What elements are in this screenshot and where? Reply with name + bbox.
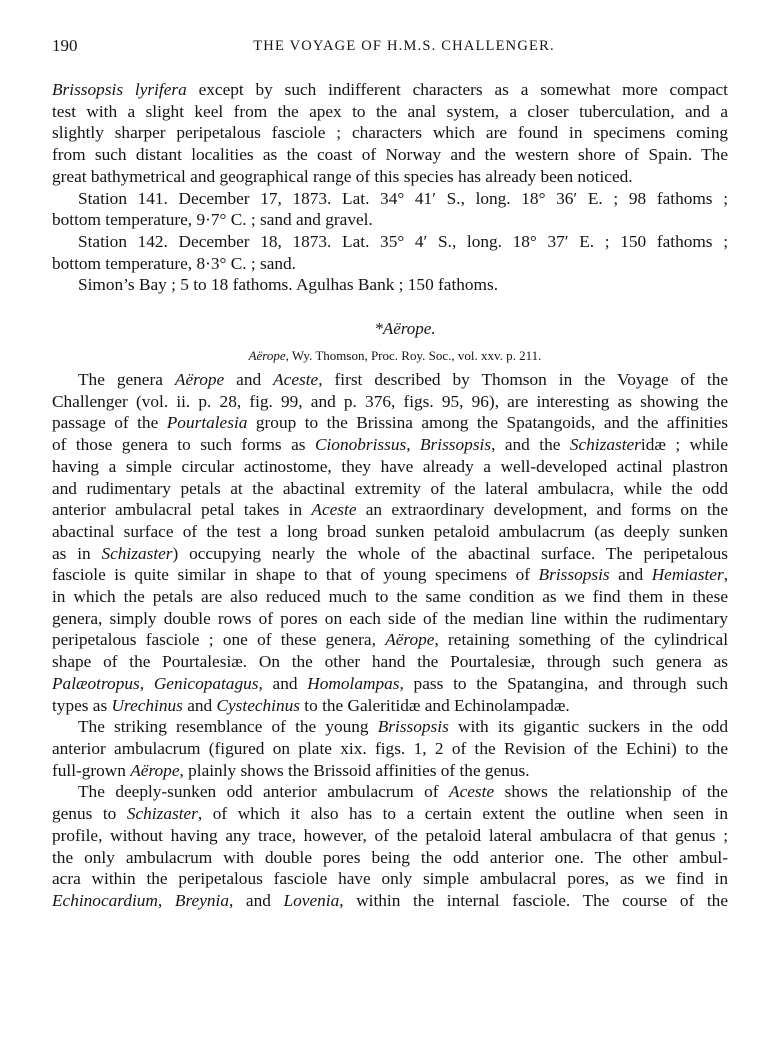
- text-line: The striking resemblance of the young Brissopsis with its gigantic suckers in the odd: [78, 717, 728, 737]
- text-line: having a simple circular actinostome, they have already a well-developed actinal plastron: [52, 456, 728, 476]
- running-title: THE VOYAGE OF H.M.S. CHALLENGER.: [253, 38, 555, 54]
- page-header: [52, 36, 728, 62]
- text-line: full-grown Aërope, plainly shows the Brissoid affinities of the genus.: [52, 760, 530, 780]
- text-line: genera, simply double rows of pores on each side of the median line within the rudimentary: [52, 608, 728, 628]
- simons-bay-record: [52, 274, 728, 296]
- text-line: anterior ambulacrum (figured on plate xix. figs. 1, 2 of the Revision of the Echini) to the: [52, 738, 728, 758]
- text-line: Echinocardium, Breynia, and Lovenia, within the internal fasciole. The course of the: [52, 890, 728, 910]
- text-line: anterior ambulacral petal takes in Aceste an extraordinary development, and forms on the: [52, 500, 728, 520]
- text-line: Station 142. December 18, 1873. Lat. 35° 4′ S., long. 18° 37′ E. ; 150 fathoms ;: [78, 231, 728, 251]
- text-line: slightly sharper peripetalous fasciole ; characters which are found in specimens coming: [52, 123, 728, 143]
- station-141-record: [52, 188, 728, 231]
- text-line: shape of the Pourtalesiæ. On the other hand the Pourtalesiæ, through such genera as: [52, 652, 728, 672]
- paragraph-aceste-ambulacrum: [52, 781, 728, 911]
- text-line: of those genera to such forms as Cionobrissus, Brissopsis, and the Schizasteridæ ; while: [52, 435, 728, 455]
- text-line: bottom temperature, 8·3° C. ; sand.: [52, 253, 296, 273]
- text-line: passage of the Pourtalesia group to the Brissina among the Spatangoids, and the affinities: [52, 413, 728, 433]
- text-line: from such distant localities as the coast of Norway and the western shore of Spain. The: [52, 145, 728, 165]
- text-line: Palæotropus, Genicopatagus, and Homolampas, pass to the Spatangina, and through such: [52, 673, 728, 693]
- text-line: bottom temperature, 9·7° C. ; sand and gravel.: [52, 210, 373, 230]
- text-line: great bathymetrical and geographical range of this species has already been noticed.: [52, 166, 633, 186]
- text-line: The genera Aërope and Aceste, first described by Thomson in the Voyage of the: [78, 370, 728, 390]
- text-line: genus to Schizaster, of which it also has to a certain extent the outline when seen in: [52, 804, 728, 824]
- text-line: profile, without having any trace, however, of the petaloid lateral ambulacra of that genus ;: [52, 825, 728, 845]
- genus-heading: *Aërope.: [374, 319, 436, 339]
- text-line: peripetalous fasciole ; one of these genera, Aërope, retaining something of the cylindrical: [52, 630, 728, 650]
- page-number: 190: [52, 36, 78, 55]
- text-line: fasciole is quite similar in shape to that of young specimens of Brissopsis and Hemiaster,: [52, 565, 728, 585]
- text-line: Challenger (vol. ii. p. 28, fig. 99, and p. 376, figs. 95, 96), are interesting as showing the: [52, 391, 728, 411]
- text-line: test with a slight keel from the apex to the anal system, a closer tuberculation, and a: [52, 101, 728, 121]
- text-line: abactinal surface of the test a long broad sunken petaloid ambulacrum (as deeply sunken: [52, 521, 728, 541]
- paragraph-brissopsis-lyrifera: [52, 79, 728, 188]
- station-142-record: [52, 231, 728, 274]
- text-line: Station 141. December 17, 1873. Lat. 34° 41′ S., long. 18° 36′ E. ; 98 fathoms ;: [78, 188, 728, 208]
- text-line: Brissopsis lyrifera except by such indifferent characters as a somewhat more compact: [52, 80, 728, 99]
- genus-citation: [52, 347, 728, 365]
- paragraph-young-brissopsis: [52, 716, 728, 781]
- page-body: [52, 79, 728, 912]
- paragraph-aerope-aceste: [52, 369, 728, 716]
- text-line: The deeply-sunken odd anterior ambulacrum of Aceste shows the relationship of the: [78, 782, 728, 802]
- text-line: the only ambulacrum with double pores being the odd anterior one. The other ambul-: [52, 847, 728, 867]
- citation-reference: Wy. Thomson, Proc. Roy. Soc., vol. xxv. p. 211.: [288, 348, 542, 364]
- text-line: and rudimentary petals at the abactinal extremity of the lateral ambulacra, while the odd: [52, 478, 728, 498]
- text-line: Simon’s Bay ; 5 to 18 fathoms. Agulhas Bank ; 150 fathoms.: [78, 275, 499, 295]
- text-line: as in Schizaster) occupying nearly the whole of the abactinal surface. The peripetalous: [52, 543, 728, 563]
- citation-genus: Aërope,: [248, 348, 289, 364]
- text-line: types as Urechinus and Cystechinus to the Galeritidæ and Echinolampadæ.: [52, 695, 570, 715]
- text-line: acra within the peripetalous fasciole have only simple ambulacral pores, as we find in: [52, 869, 728, 889]
- text-line: in which the petals are also reduced much to the same condition as we find them in these: [52, 587, 728, 607]
